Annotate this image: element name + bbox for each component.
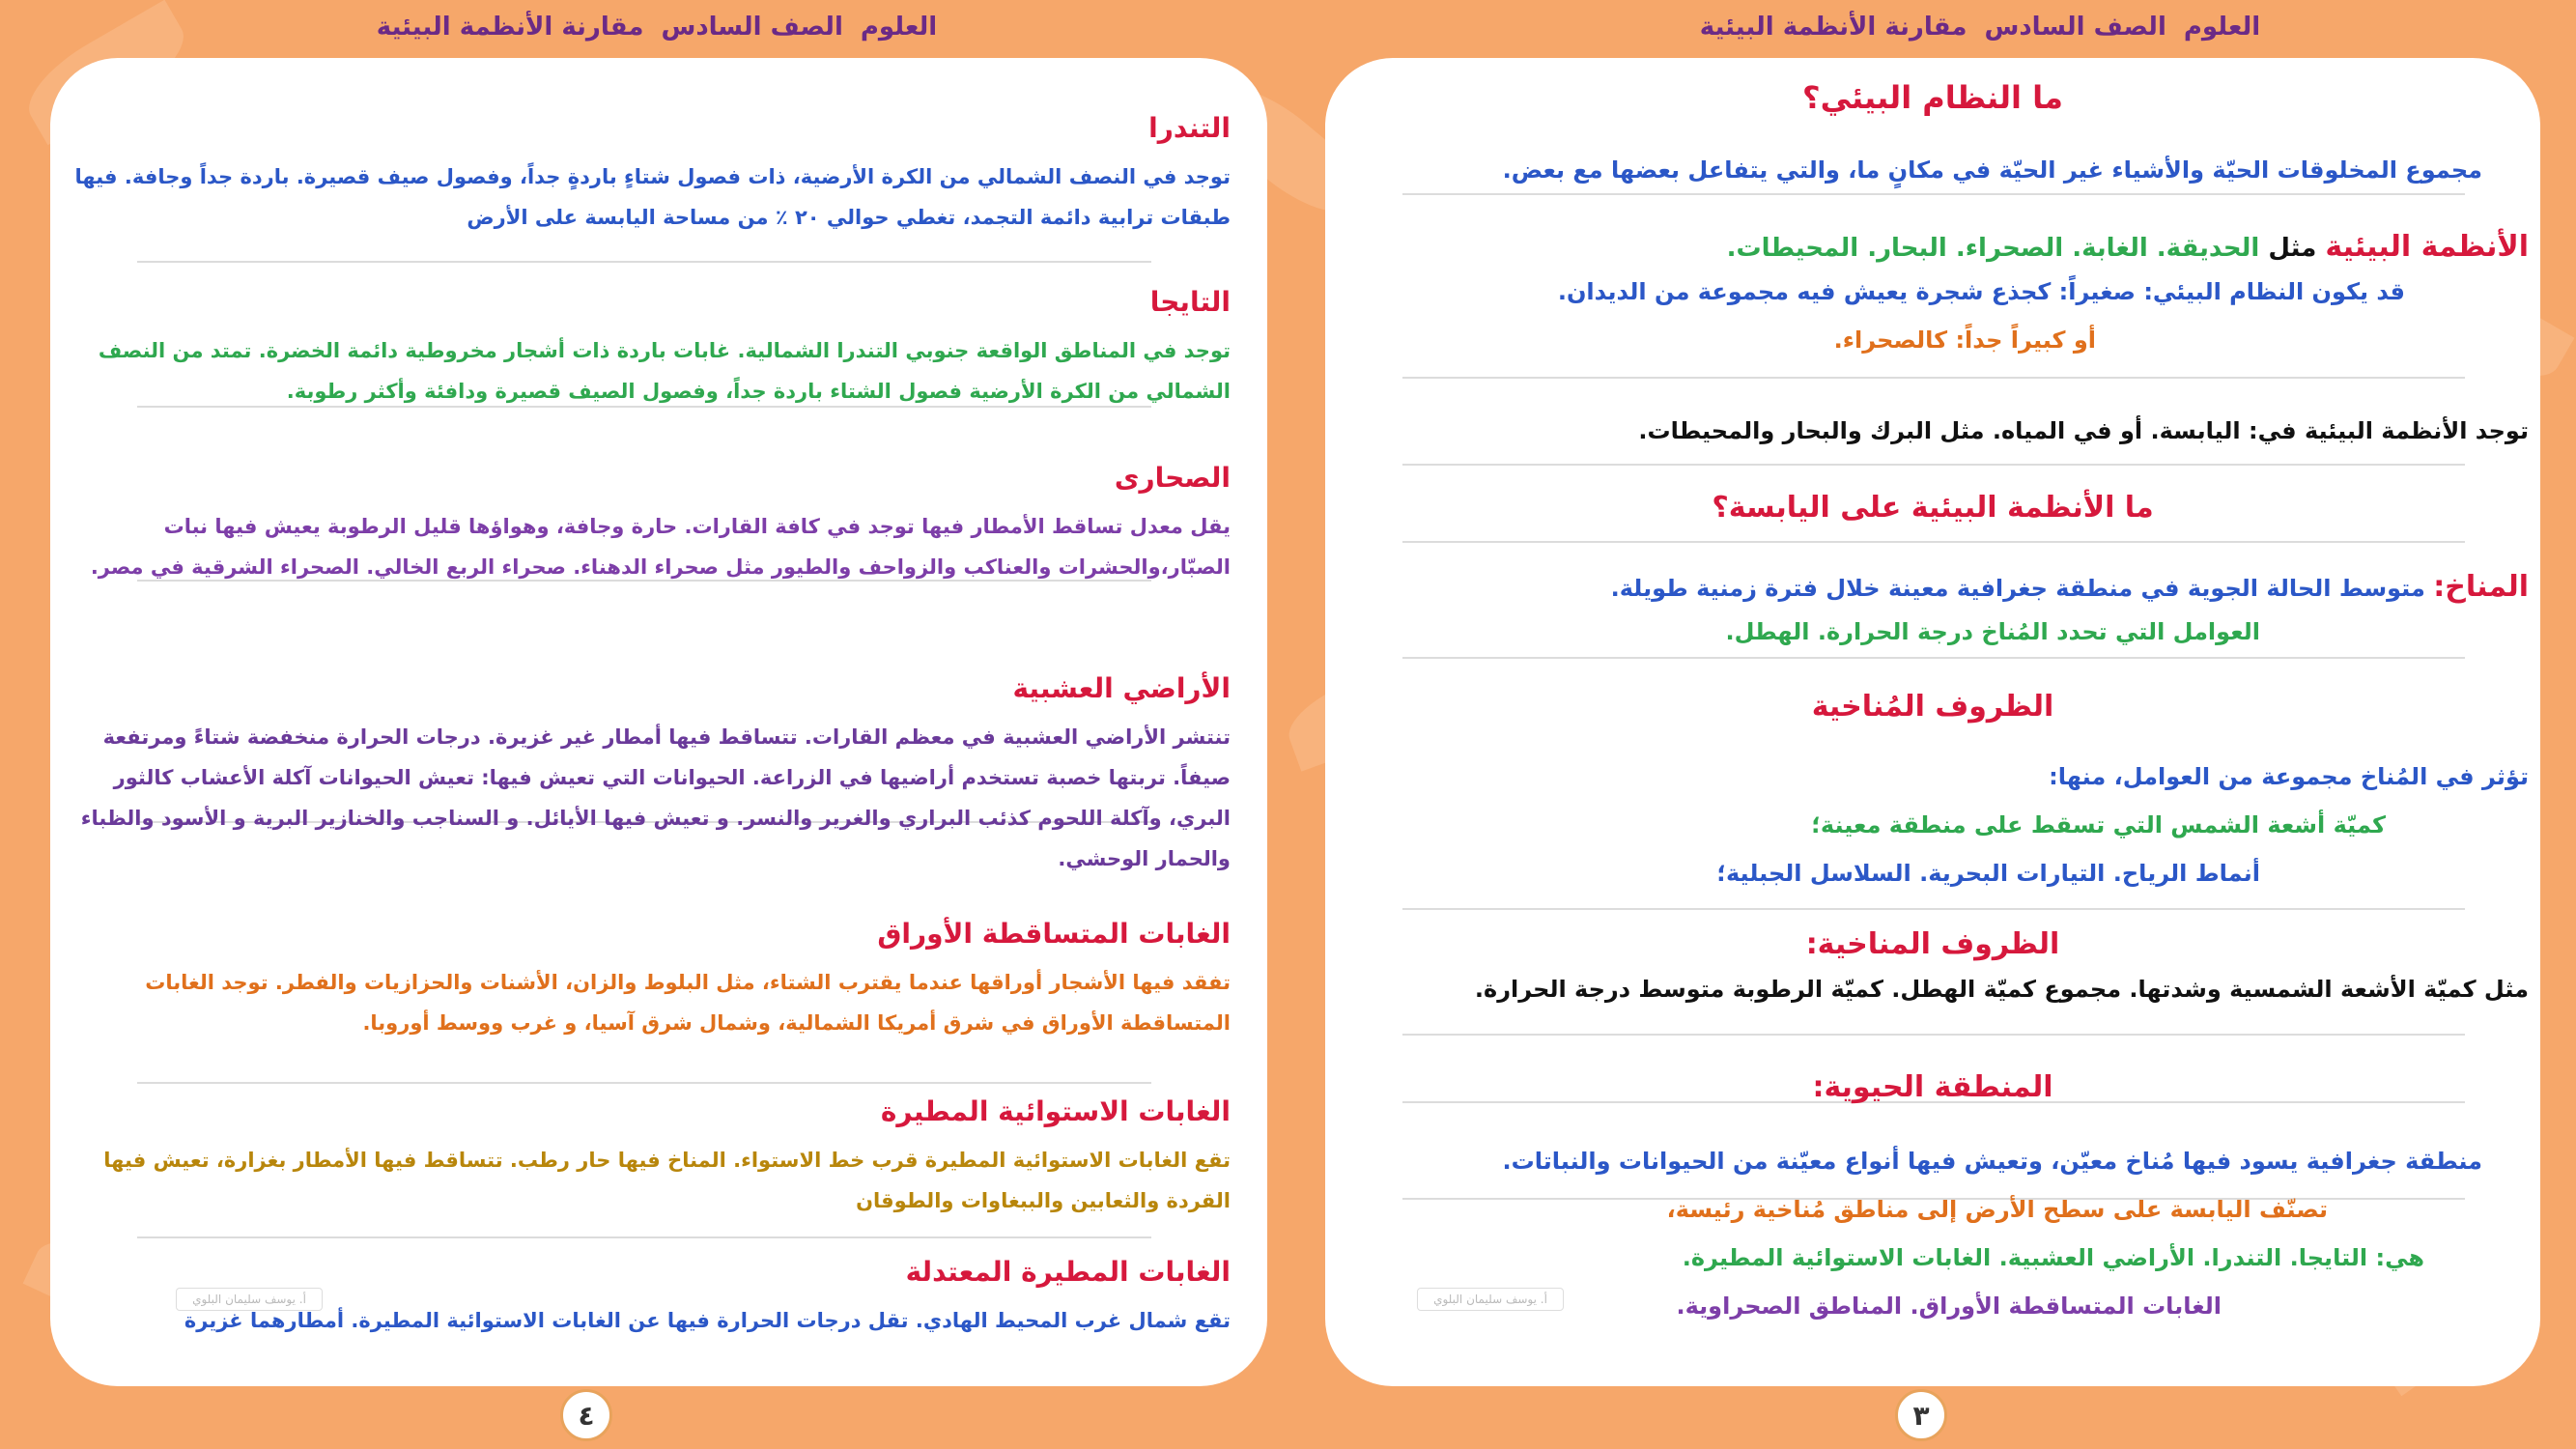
- climate-factors: العوامل التي تحدد المُناخ درجة الحرارة. الهطل.: [1725, 618, 2260, 645]
- grasslands-text: تنتشر الأراضي العشبية في معظم القارات. تتساقط فيها أمطار غير غزيرة. درجات الحرارة منخفضة شتاءً ومرتفعة صيفاً. تربتها خصبة تستخدم أراضيها في الزراعة. الحيوانات التي تعيش فيها: تعيش الحيوانات آكلة الأعشاب كالثور البري، وآكلة اللحوم كذئب البراري والغرير والنسر. و تعيش فيها الأيائل. و السناجب والخنازير البرية و الأسود والظباء والحمار الوحشي.: [80, 725, 1231, 870]
- climate-conditions-line: مثل كميّة الأشعة الشمسية وشدتها. مجموع كميّة الهطل. كميّة الرطوبة متوسط درجة الحرارة.: [1474, 976, 2529, 1003]
- ecosystems-examples: [1727, 230, 2529, 264]
- left-page: [50, 58, 1267, 1386]
- factor-sunlight: كميّة أشعة الشمس التي تسقط على منطقة معينة؛: [1811, 811, 2386, 838]
- desert-title: الصحارى: [1114, 462, 1231, 494]
- author-stamp: أ. يوسف سليمان البلوي: [1417, 1288, 1564, 1311]
- temperate-title: الغابات المطيرة المعتدلة: [905, 1256, 1231, 1288]
- ecosystems-mid: مثل: [2268, 234, 2317, 263]
- left-page-number: ٤: [560, 1389, 612, 1441]
- deciduous-text: تفقد فيها الأشجار أوراقها عندما يقترب الشتاء، مثل البلوط والزان، الأشنات والحزازيات والفطر. توجد الغابات المتساقطة الأوراق في شرق أمريكا الشمالية، وشمال شرق آسيا، و غرب ووسط أوروبا.: [145, 971, 1231, 1035]
- climate-label: المناخ:: [2433, 570, 2529, 604]
- biome-definition: منطقة جغرافية يسود فيها مُناخ معيّن، وتعيش فيها أنواع معيّنة من الحيوانات والنباتات.: [1502, 1148, 2482, 1175]
- header-topic: مقارنة الأنظمة البيئية: [1699, 13, 1967, 42]
- factor-winds: أنماط الرياح. التيارات البحرية. السلاسل الجبلية؛: [1716, 860, 2260, 887]
- temperate-text: تقع شمال غرب المحيط الهادي. تقل درجات الحرارة فيها عن الغابات الاستوائية المطيرة. أمطارهما غزيرة: [184, 1309, 1231, 1332]
- author-stamp: أ. يوسف سليمان البلوي: [176, 1288, 323, 1311]
- biome-list-1: هي: التايجا. التندرا. الأراضي العشبية. الغابات الاستوائية المطيرة.: [1682, 1244, 2424, 1271]
- header-topic: مقارنة الأنظمة البيئية: [376, 13, 644, 42]
- taiga-text: توجد في المناطق الواقعة جنوبي التندرا الشمالية. غابات باردة ذات أشجار مخروطية دائمة الخضرة. تمتد من النصف الشمالي من الكرة الأرضية فصول الشتاء باردة جداً، وفصول الصيف قصيرة ودافئة وأكثر رطوبة.: [98, 339, 1231, 403]
- climate-conditions-subtitle: الظروف المناخية:: [1805, 927, 2060, 961]
- ecosystems-items: الحديقة. الغابة. الصحراء. البحار. المحيطات.: [1726, 234, 2260, 263]
- big-ecosystem-line: أو كبيراً جداً: كالصحراء.: [1833, 327, 2096, 354]
- tropical-title: الغابات الاستوائية المطيرة: [880, 1095, 1231, 1127]
- header-subject: العلوم: [2183, 13, 2261, 42]
- header-grade: الصف السادس: [661, 13, 843, 42]
- taiga-title: التايجا: [1149, 286, 1231, 318]
- desert-text: يقل معدل تساقط الأمطار فيها توجد في كافة القارات. حارة وجافة، وهواؤها قليل الرطوبة يعيش فيها نبات الصبّار،والحشرات والعناكب والزواحف والطيور مثل صحراء الدهناء. صحراء الربع الخالي. الصحراء الشرقية في مصر.: [90, 515, 1231, 579]
- climate-influence-line: تؤثر في المُناخ مجموعة من العوامل، منها:: [2049, 763, 2529, 790]
- climate-definition-row: [1611, 570, 2529, 604]
- ecosystems-label: الأنظمة البيئية: [2325, 230, 2529, 264]
- climate-conditions-title: الظروف المُناخية: [1811, 690, 2054, 724]
- grasslands-title: الأراضي العشبية: [1012, 672, 1231, 704]
- right-page: [1325, 58, 2540, 1386]
- what-is-ecosystem-title: ما النظام البيئي؟: [1802, 79, 2063, 116]
- tundra-text: توجد في النصف الشمالي من الكرة الأرضية، ذات فصول شتاءٍ باردةٍ جداً، وفصول صيف قصيرة. باردة جداً وجافة. فيها طبقات ترابية دائمة التجمد، تغطي حوالي ٢٠ ٪ من مساحة اليابسة على الأرض: [74, 165, 1231, 229]
- right-page-number: ٣: [1895, 1389, 1947, 1441]
- header-grade: الصف السادس: [1984, 13, 2166, 42]
- tundra-title: التندرا: [1148, 112, 1231, 144]
- ecosystems-location: توجد الأنظمة البيئية في: اليابسة. أو في المياه. مثل البرك والبحار والمحيطات.: [1638, 417, 2529, 444]
- biome-classification: تصنّف اليابسة على سطح الأرض إلى مناطق مُناخية رئيسة،: [1666, 1196, 2328, 1223]
- deciduous-title: الغابات المتساقطة الأوراق: [877, 918, 1231, 950]
- land-ecosystems-title: ما الأنظمة البيئية على اليابسة؟: [1712, 491, 2154, 525]
- tropical-text: تقع الغابات الاستوائية المطيرة قرب خط الاستواء. المناخ فيها حار رطب. تتساقط فيها الأمطار بغزارة، تعيش فيها القردة والثعابين والببغاوات والطوقان: [103, 1149, 1231, 1212]
- biome-title: المنطقة الحيوية:: [1812, 1070, 2053, 1104]
- climate-definition: متوسط الحالة الجوية في منطقة جغرافية معينة خلال فترة زمنية طويلة.: [1610, 575, 2425, 602]
- left-page-header: [319, 6, 995, 48]
- right-page-header: [1642, 6, 2318, 48]
- small-ecosystem-line: قد يكون النظام البيئي: صغيراً: كجذع شجرة يعيش فيه مجموعة من الديدان.: [1557, 278, 2405, 305]
- biome-list-2: الغابات المتساقطة الأوراق. المناطق الصحراوية.: [1676, 1293, 2222, 1320]
- ecosystem-definition: مجموع المخلوقات الحيّة والأشياء غير الحيّة في مكانٍ ما، والتي يتفاعل بعضها مع بعض.: [1502, 156, 2482, 184]
- header-subject: العلوم: [860, 13, 938, 42]
